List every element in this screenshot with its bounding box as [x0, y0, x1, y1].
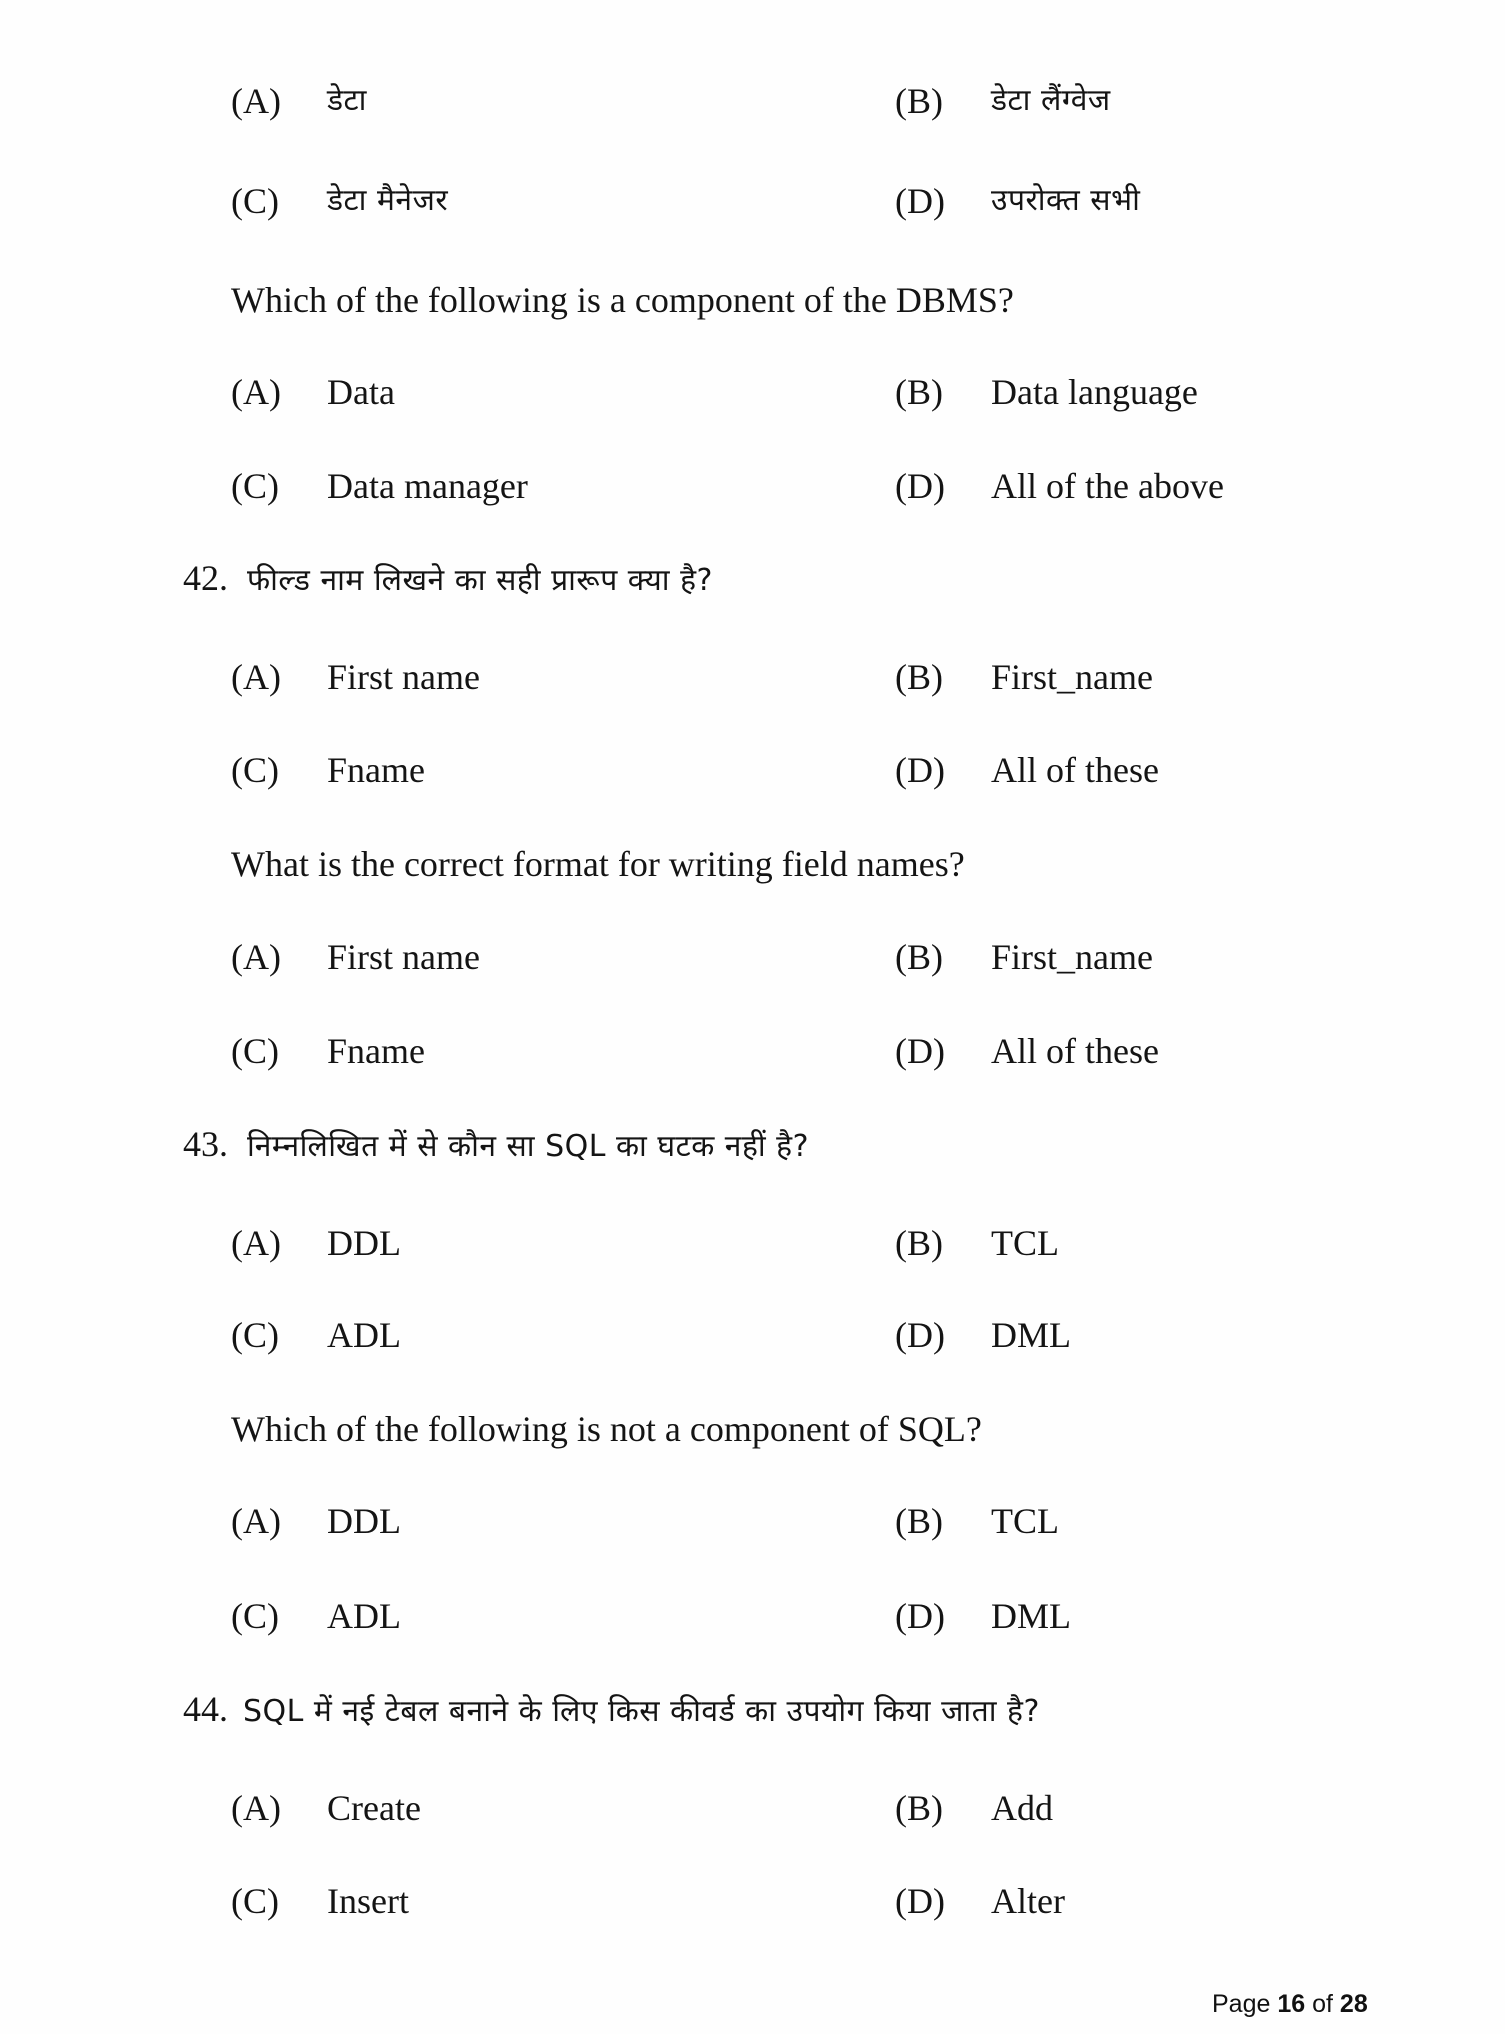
- question-text-hindi: निम्नलिखित में से कौन सा SQL का घटक नहीं है?: [247, 1129, 810, 1164]
- option-a: [231, 76, 831, 126]
- option-text: TCL: [991, 1501, 1059, 1541]
- option-label: (D): [895, 1315, 945, 1355]
- question-number: 44.: [183, 1689, 228, 1729]
- option-text: Fname: [327, 750, 425, 790]
- option-label: (D): [895, 181, 945, 221]
- option-label: (A): [231, 81, 281, 121]
- option-b: [895, 1783, 1495, 1833]
- option-text: TCL: [991, 1223, 1059, 1263]
- option-b: [895, 76, 1495, 126]
- total-pages: 28: [1339, 1990, 1368, 2018]
- option-text: डेटा: [327, 83, 367, 118]
- option-text: Data: [327, 372, 395, 412]
- option-b: [895, 932, 1495, 982]
- option-b: [895, 652, 1495, 702]
- option-c: [231, 1310, 831, 1360]
- option-label: (B): [895, 372, 943, 412]
- option-label: (B): [895, 937, 943, 977]
- option-label: (B): [895, 1501, 943, 1541]
- option-text: ADL: [327, 1315, 401, 1355]
- option-text: First name: [327, 937, 480, 977]
- option-label: (D): [895, 466, 945, 506]
- option-label: (C): [231, 750, 279, 790]
- option-label: (C): [231, 466, 279, 506]
- option-d: [895, 1876, 1495, 1926]
- question-44-hindi: [183, 1684, 1040, 1734]
- question-42-hindi: [183, 553, 713, 603]
- option-a: [231, 1496, 831, 1546]
- option-a: [231, 1218, 831, 1268]
- question-text-hindi: SQL में नई टेबल बनाने के लिए किस कीवर्ड का उपयोग किया जाता है?: [243, 1694, 1040, 1729]
- option-text: All of these: [991, 1031, 1159, 1071]
- option-b: [895, 1496, 1495, 1546]
- option-text: DML: [991, 1315, 1071, 1355]
- option-text: First_name: [991, 937, 1153, 977]
- option-a: [231, 1783, 831, 1833]
- option-label: (D): [895, 1596, 945, 1636]
- option-b: [895, 367, 1495, 417]
- option-c: [231, 1026, 831, 1076]
- option-text: Data language: [991, 372, 1198, 412]
- option-text: First name: [327, 657, 480, 697]
- page-prefix: Page: [1212, 1990, 1271, 2018]
- option-label: (C): [231, 1031, 279, 1071]
- option-text: DML: [991, 1596, 1071, 1636]
- option-text: Data manager: [327, 466, 528, 506]
- option-c: [231, 1876, 831, 1926]
- option-label: (D): [895, 1881, 945, 1921]
- option-text: डेटा मैनेजर: [327, 183, 449, 218]
- question-43-hindi: [183, 1119, 809, 1169]
- option-d: [895, 176, 1495, 226]
- option-label: (A): [231, 1788, 281, 1828]
- question-number: 43.: [183, 1124, 228, 1164]
- question-text-hindi: फील्ड नाम लिखने का सही प्रारूप क्या है?: [247, 563, 713, 598]
- option-label: (A): [231, 1501, 281, 1541]
- option-c: [231, 176, 831, 226]
- option-text: All of the above: [991, 466, 1224, 506]
- option-label: (C): [231, 1881, 279, 1921]
- option-d: [895, 1591, 1495, 1641]
- option-text: DDL: [327, 1223, 401, 1263]
- question-number: 42.: [183, 558, 228, 598]
- option-a: [231, 367, 831, 417]
- option-c: [231, 1591, 831, 1641]
- option-label: (D): [895, 1031, 945, 1071]
- option-label: (A): [231, 937, 281, 977]
- question-text-english: Which of the following is not a component of SQL?: [231, 1409, 982, 1449]
- option-c: [231, 461, 831, 511]
- option-label: (A): [231, 372, 281, 412]
- option-text: Insert: [327, 1881, 409, 1921]
- current-page: 16: [1277, 1990, 1306, 2018]
- option-text: All of these: [991, 750, 1159, 790]
- option-d: [895, 1026, 1495, 1076]
- option-text: डेटा लैंग्वेज: [991, 83, 1111, 118]
- option-text: First_name: [991, 657, 1153, 697]
- option-label: (A): [231, 1223, 281, 1263]
- option-label: (B): [895, 1223, 943, 1263]
- option-text: Create: [327, 1788, 421, 1828]
- question-text-english: Which of the following is a component of the DBMS?: [231, 280, 1014, 320]
- option-label: (A): [231, 657, 281, 697]
- question-text-english: What is the correct format for writing field names?: [231, 844, 965, 884]
- option-label: (B): [895, 81, 943, 121]
- option-d: [895, 461, 1495, 511]
- option-label: (C): [231, 181, 279, 221]
- option-label: (C): [231, 1315, 279, 1355]
- option-label: (B): [895, 1788, 943, 1828]
- option-text: Fname: [327, 1031, 425, 1071]
- option-text: Alter: [991, 1881, 1065, 1921]
- page-separator: of: [1312, 1990, 1333, 2018]
- option-text: ADL: [327, 1596, 401, 1636]
- option-text: Add: [991, 1788, 1053, 1828]
- option-text: उपरोक्त सभी: [991, 183, 1141, 218]
- option-a: [231, 652, 831, 702]
- option-d: [895, 1310, 1495, 1360]
- page-number: [1212, 1990, 1368, 2019]
- option-b: [895, 1218, 1495, 1268]
- option-a: [231, 932, 831, 982]
- option-text: DDL: [327, 1501, 401, 1541]
- option-c: [231, 745, 831, 795]
- option-label: (B): [895, 657, 943, 697]
- option-label: (D): [895, 750, 945, 790]
- option-label: (C): [231, 1596, 279, 1636]
- option-d: [895, 745, 1495, 795]
